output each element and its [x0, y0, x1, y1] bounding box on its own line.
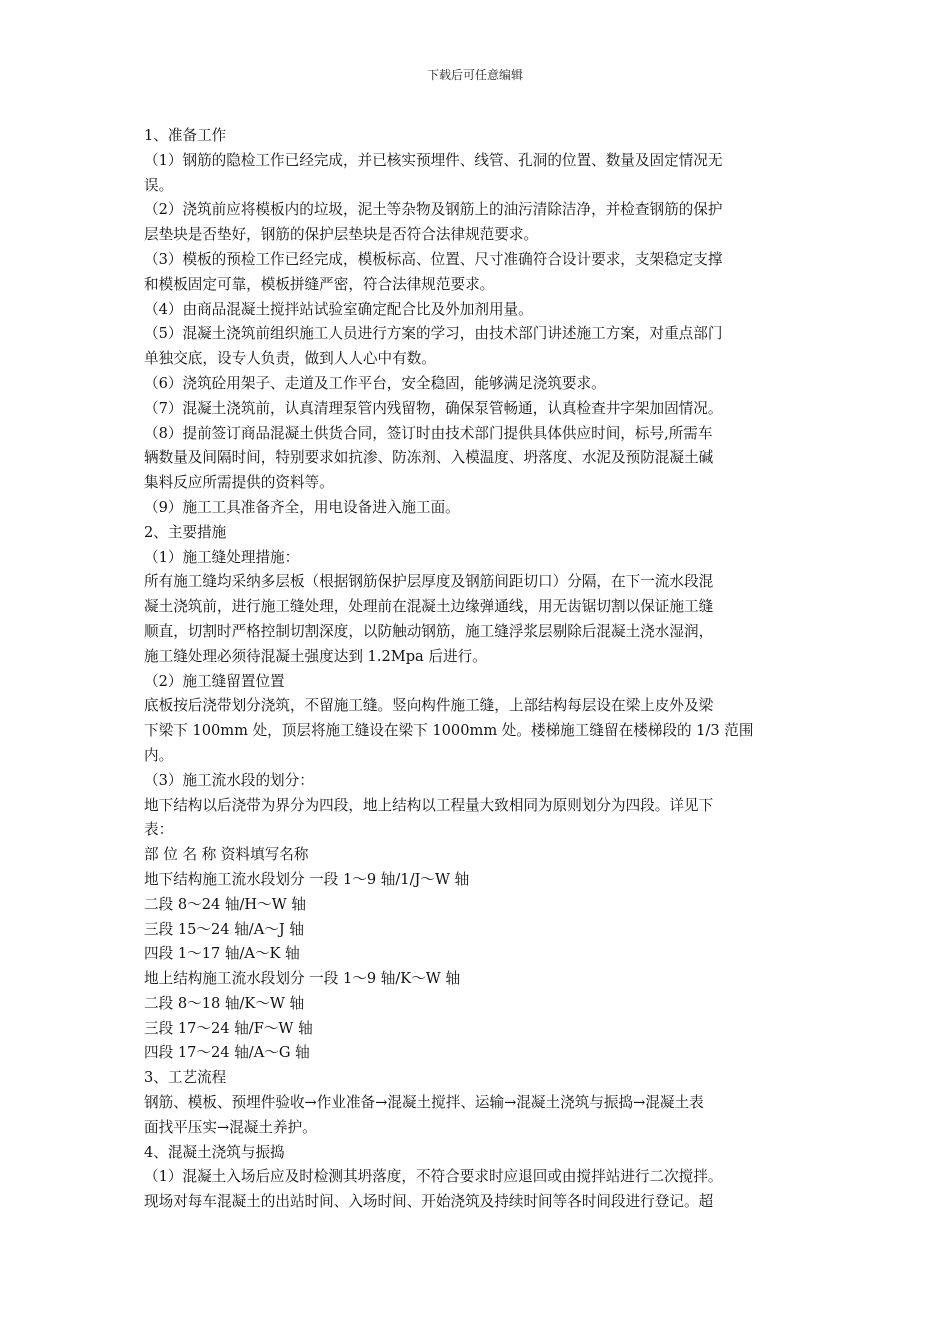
document-body	[144, 124, 808, 1215]
text-line: 顺直，切割时严格控制切割深度，以防触动钢筋，施工缝浮浆层剔除后混凝土浇水湿润，	[144, 622, 714, 640]
text-line: （5）混凝土浇筑前组织施工人员进行方案的学习，由技术部门讲述施工方案，对重点部门	[144, 325, 723, 343]
text-line: （4）由商品混凝土搅拌站试验室确定配合比及外加剂用量。	[144, 300, 533, 318]
table-row-line: 二段 8～24 轴/H～W 轴	[144, 895, 306, 913]
text-line: 现场对每车混凝土的出站时间、入场时间、开始浇筑及持续时间等各时间段进行登记。超	[144, 1193, 714, 1211]
text-line: 施工缝处理必须待混凝土强度达到 1.2Mpa 后进行。	[144, 647, 487, 665]
table-row-line: 三段 17～24 轴/F～W 轴	[144, 1019, 313, 1037]
text-line: （2）施工缝留置位置	[144, 672, 285, 690]
text-line: 所有施工缝均采纳多层板（根据钢筋保护层厚度及钢筋间距切口）分隔，在下一流水段混	[144, 573, 714, 591]
text-line: 凝土浇筑前，进行施工缝处理，处理前在混凝土边缘弹通线，用无齿锯切割以保证施工缝	[144, 598, 714, 616]
text-line: 内。	[144, 746, 174, 764]
text-line: 底板按后浇带划分浇筑，不留施工缝。竖向构件施工缝，上部结构每层设在梁上皮外及梁	[144, 697, 714, 715]
text-line: （2）浇筑前应将模板内的垃圾，泥土等杂物及钢筋上的油污清除洁净，并检查钢筋的保护	[144, 201, 723, 219]
table-header-line: 部 位 名 称 资料填写名称	[144, 846, 309, 864]
text-line: （9）施工工具准备齐全，用电设备进入施工面。	[144, 498, 460, 516]
text-line: 下梁下 100mm 处，顶层将施工缝设在梁下 1000mm 处。楼梯施工缝留在楼梯段的 1/3 范围	[144, 722, 754, 740]
section-heading: 1、准备工作	[144, 127, 227, 144]
section-heading: 2、主要措施	[144, 523, 227, 541]
text-line: 地下结构以后浇带为界分为四段，地上结构以工程量大致相同为原则划分为四段。详见下	[144, 796, 714, 814]
table-row-line: 四段 1～17 轴/A～K 轴	[144, 945, 300, 963]
section-heading: 4、混凝土浇筑与振捣	[144, 1143, 285, 1161]
text-line: 误。	[144, 176, 174, 194]
text-line: 表：	[144, 821, 174, 839]
text-line: 集料反应所需提供的资料等。	[144, 474, 334, 492]
text-line: 和模板固定可靠，模板拼缝严密，符合法律规范要求。	[144, 275, 495, 293]
table-row-line: 二段 8～18 轴/K～W 轴	[144, 994, 305, 1012]
text-line: （3）模板的预检工作已经完成，模板标高、位置、尺寸准确符合设计要求，支架稳定支撑	[144, 250, 723, 268]
text-line: （1）混凝土入场后应及时检测其坍落度，不符合要求时应退回或由搅拌站进行二次搅拌。	[144, 1168, 723, 1186]
text-line: （1）施工缝处理措施：	[144, 548, 300, 566]
text-line: （1）钢筋的隐检工作已经完成，并已核实预埋件、线管、孔洞的位置、数量及固定情况无	[144, 151, 723, 169]
text-line: 面找平压实→混凝土养护。	[144, 1118, 317, 1136]
text-line: 辆数量及间隔时间，特别要求如抗渗、防冻剂、入模温度、坍落度、水泥及预防混凝土碱	[144, 449, 714, 467]
text-line: 层垫块是否垫好，钢筋的保护层垫块是否符合法律规范要求。	[144, 226, 539, 244]
text-line: （7）混凝土浇筑前，认真清理泵管内残留物，确保泵管畅通，认真检查井字架加固情况。	[144, 399, 723, 417]
text-line: 单独交底，设专人负责，做到人人心中有数。	[144, 350, 436, 368]
page-header: 下载后可任意编辑	[426, 68, 523, 82]
table-row-line: 四段 17～24 轴/A～G 轴	[144, 1044, 310, 1062]
text-line: （6）浇筑砼用架子、走道及工作平台，安全稳固，能够满足浇筑要求。	[144, 374, 606, 392]
section-heading: 3、工艺流程	[144, 1069, 227, 1087]
table-row-line: 三段 15～24 轴/A～J 轴	[144, 920, 304, 938]
table-row-line: 地上结构施工流水段划分 一段 1～9 轴/K～W 轴	[144, 970, 461, 988]
text-line: （3）施工流水段的划分：	[144, 771, 314, 789]
text-line: （8）提前签订商品混凝土供货合同，签订时由技术部门提供具体供应时间，标号,所需车	[144, 424, 713, 442]
text-line: 钢筋、模板、预埋件验收→作业准备→混凝土搅拌、运输→混凝土浇筑与振捣→混凝土表	[144, 1094, 704, 1112]
table-row-line: 地下结构施工流水段划分 一段 1～9 轴/1/J～W 轴	[144, 870, 470, 888]
